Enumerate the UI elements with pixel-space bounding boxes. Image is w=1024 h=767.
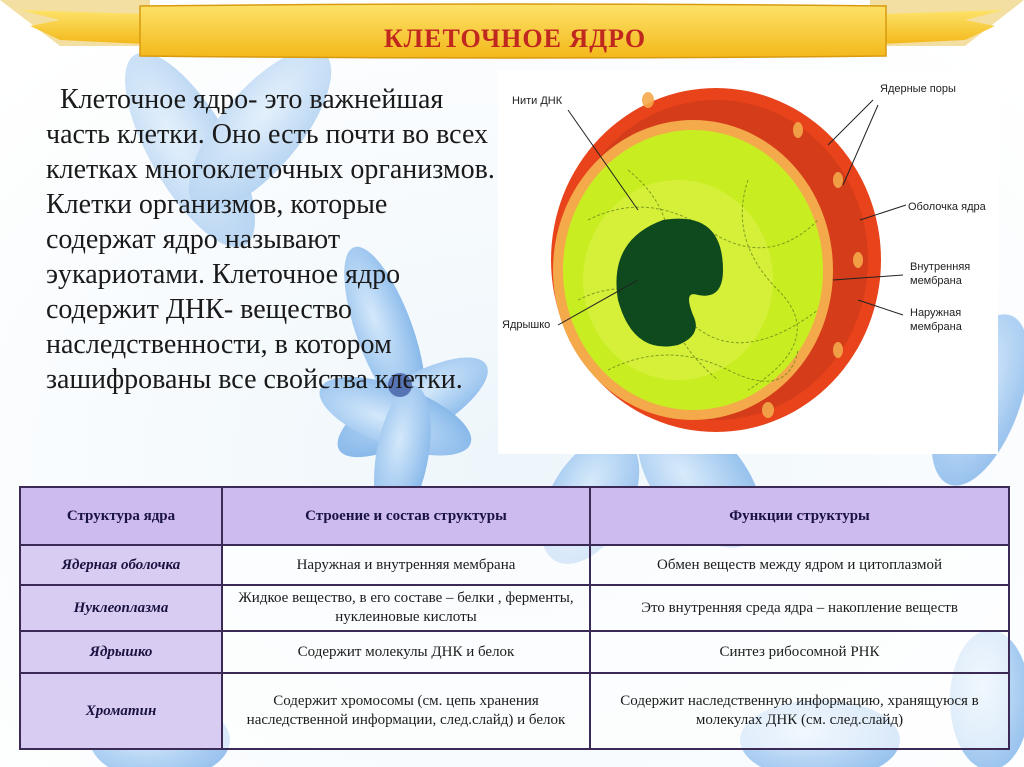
- header-composition: Строение и состав структуры: [222, 487, 590, 545]
- row-function: Это внутренняя среда ядра – накопление веществ: [590, 585, 1009, 631]
- row-function: Обмен веществ между ядром и цитоплазмой: [590, 545, 1009, 585]
- row-structure: Содержит молекулы ДНК и белок: [222, 631, 590, 673]
- table-row: [20, 673, 1009, 749]
- label-dna-threads: Нити ДНК: [512, 95, 563, 107]
- table-header-row: [20, 487, 1009, 545]
- table-row: [20, 585, 1009, 631]
- row-name: Ядрышко: [20, 631, 222, 673]
- nucleus-diagram: [498, 70, 998, 454]
- row-name: Нуклеоплазма: [20, 585, 222, 631]
- row-function: Синтез рибосомной РНК: [590, 631, 1009, 673]
- label-nucleolus: Ядрышко: [502, 319, 551, 331]
- label-inner-membrane: Внутренняя мембрана: [910, 261, 971, 287]
- row-function: Содержит наследственную информацию, хранящуюся в молекулах ДНК (см. след.слайд): [590, 673, 1009, 749]
- label-outer-membrane: Наружная мембрана: [910, 307, 962, 333]
- row-name: Ядерная оболочка: [20, 545, 222, 585]
- header-function: Функции структуры: [590, 487, 1009, 545]
- row-structure: Наружная и внутренняя мембрана: [222, 545, 590, 585]
- row-name: Хроматин: [20, 673, 222, 749]
- page-title: КЛЕТОЧНОЕ ЯДРО: [383, 24, 647, 53]
- table-row: [20, 545, 1009, 585]
- label-nuclear-pores: Ядерные поры: [880, 83, 956, 95]
- row-structure: Содержит хромосомы (см. цепь хранения наследственной информации, след.слайд) и белок: [222, 673, 590, 749]
- header-structure: Структура ядра: [20, 487, 222, 545]
- intro-text: Клеточное ядро- это важнейшая часть клетки. Оно есть почти во всех клетках многоклеточных организмов. Клетки организмов, которые содержат ядро называют эукариотами. Клеточное ядро содержит ДНК- вещество наследственности, в котором зашифрованы все свойства клетки.: [46, 84, 495, 395]
- nucleus-structure-table: [19, 486, 1010, 750]
- table-row: [20, 631, 1009, 673]
- row-structure: Жидкое вещество, в его составе – белки , ферменты, нуклеиновые кислоты: [222, 585, 590, 631]
- label-nuclear-envelope: Оболочка ядра: [908, 201, 986, 213]
